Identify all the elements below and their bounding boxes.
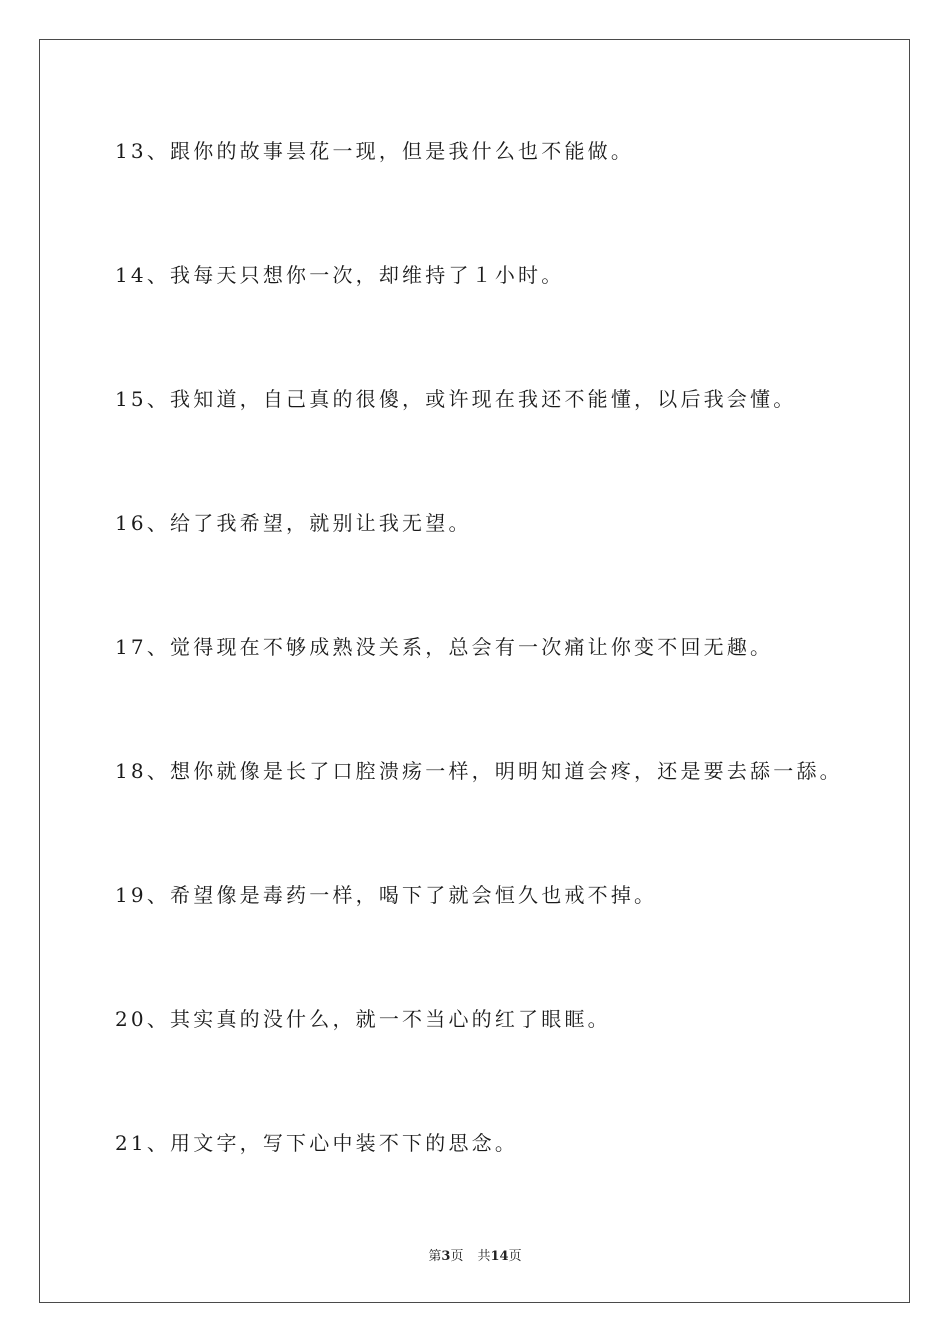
total-label-suffix: 页	[508, 1249, 522, 1264]
quote-line: 19、希望像是毒药一样，喝下了就会恒久也戒不掉。	[115, 883, 658, 907]
quote-line: 13、跟你的故事昙花一现，但是我什么也不能做。	[115, 139, 635, 163]
page-number: 3	[441, 1249, 451, 1264]
quote-line: 15、我知道，自己真的很傻，或许现在我还不能懂，以后我会懂。	[115, 387, 797, 411]
quote-list	[115, 137, 843, 1253]
quote-line: 18、想你就像是长了口腔溃疡一样，明明知道会疼，还是要去舔一舔。	[115, 759, 843, 783]
page-footer	[0, 1248, 950, 1266]
quote-line: 20、其实真的没什么，就一不当心的红了眼眶。	[115, 1007, 611, 1031]
page-label-prefix: 第	[428, 1249, 442, 1264]
quote-line: 17、觉得现在不够成熟没关系，总会有一次痛让你变不回无趣。	[115, 635, 774, 659]
quote-line: 14、我每天只想你一次，却维持了１小时。	[115, 263, 565, 287]
total-pages: 14	[490, 1249, 509, 1264]
page-label-suffix: 页	[450, 1249, 464, 1264]
quote-line: 16、给了我希望，就别让我无望。	[115, 511, 472, 535]
total-label-prefix: 共	[477, 1249, 491, 1264]
quote-line: 21、用文字，写下心中装不下的思念。	[115, 1131, 519, 1155]
